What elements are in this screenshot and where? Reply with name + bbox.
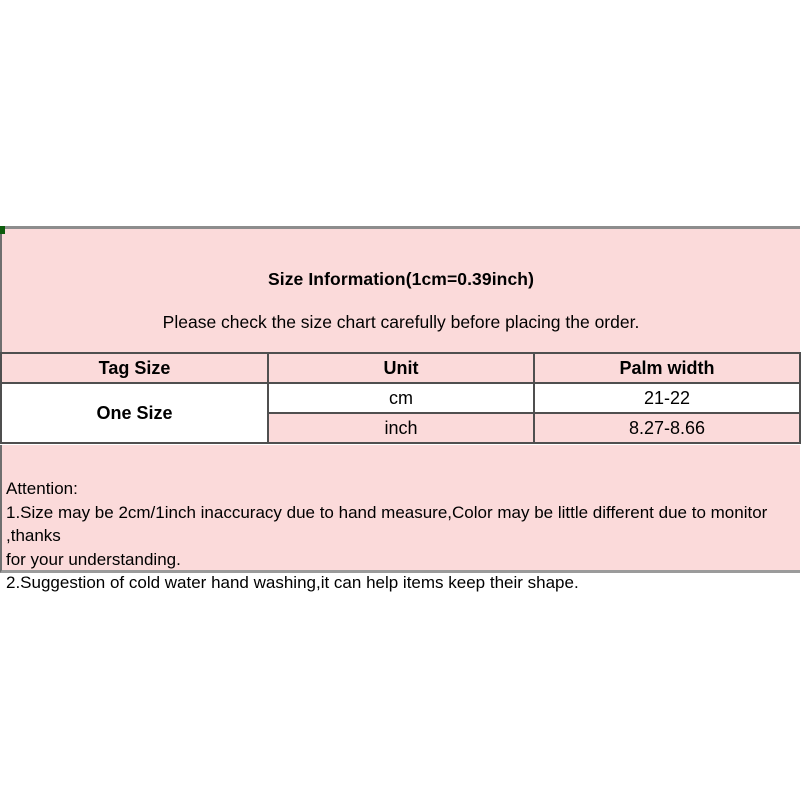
palm-width-cm-cell: 21-22 [534, 383, 800, 413]
palm-width-inch-cell: 8.27-8.66 [534, 413, 800, 443]
attention-note-1-continued: for your understanding. [6, 549, 181, 569]
unit-cm-cell: cm [268, 383, 534, 413]
size-chart-table [0, 352, 801, 444]
tag-size-value-cell: One Size [1, 383, 268, 443]
attention-note-1: 1.Size may be 2cm/1inch inaccuracy due to hand measure,Color may be little different due to monitor ,thanks [6, 502, 768, 545]
attention-notes-box [0, 445, 800, 592]
column-header-palm-width: Palm width [534, 353, 800, 383]
corner-green-artifact [0, 226, 5, 234]
size-info-header-box [0, 226, 800, 352]
column-header-unit: Unit [268, 353, 534, 383]
attention-note-2: 2.Suggestion of cold water hand washing,it can help items keep their shape. [6, 573, 579, 592]
table-header-row [1, 353, 800, 383]
size-info-subtitle: Please check the size chart carefully before placing the order. [162, 312, 640, 332]
table-row-cm [1, 383, 800, 413]
attention-heading: Attention: [6, 479, 78, 498]
unit-inch-cell: inch [268, 413, 534, 443]
column-header-tag-size: Tag Size [1, 353, 268, 383]
size-info-title: Size Information(1cm=0.39inch) [267, 269, 535, 289]
